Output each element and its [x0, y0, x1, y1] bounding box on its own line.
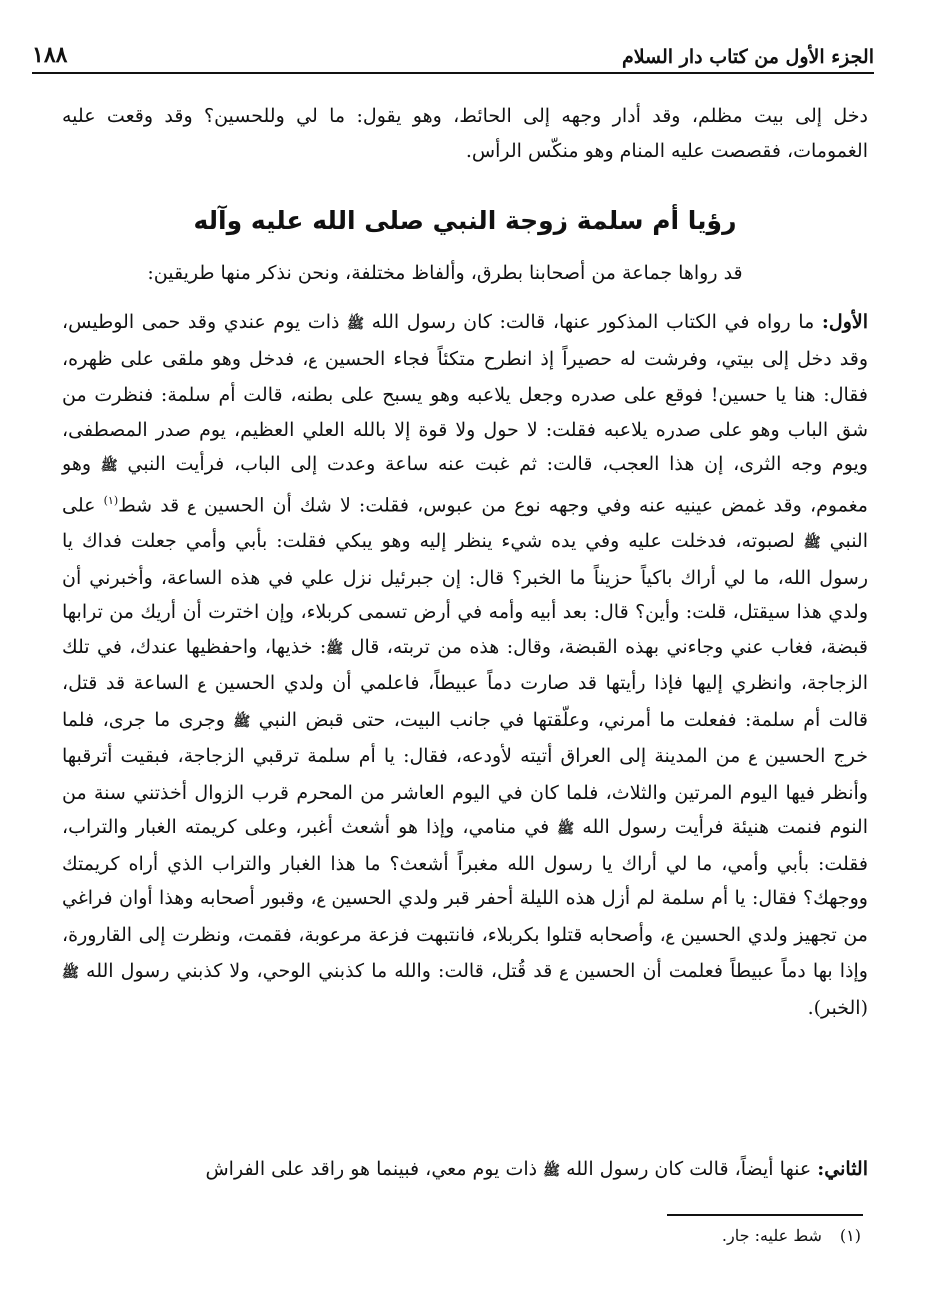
- continuation-paragraph: دخل إلى بيت مظلم، وقد أدار وجهه إلى الحائط، وهو يقول: ما لي وللحسين؟ وقد وقعت عليه الغمومات، فقصصت عليه المنام وهو منكّس الرأس.: [62, 105, 868, 162]
- honorific-prophet-icon: ﷺ: [557, 821, 575, 838]
- text-run: ، وقبور أصحابه وهذا أوان فراغي من تجهيز ولدي الحسين: [62, 887, 868, 946]
- honorific-prophet-icon: ﷺ: [62, 965, 79, 982]
- narration-lead: الأول:: [821, 311, 868, 333]
- footnote-number: (١): [839, 1226, 861, 1245]
- text-run: لصبوته، فدخلت عليه وفي يده شيء ينظر إليه وهو يبكي فقلت: بأبي وأمي جعلت فداك يا رسول الله، ما لي أراك باكياً حزيناً ما الخبر؟ قال: إن جبرئيل نزل علي في هذه الساعة، وأخبرني أن ولدي هذا سيقتل، قلت: وأين؟ قال: بعد أبيه وأمه في أرض تسمى كربلاء، وإن اخترت أن أريك من ترابها قبضة، فغاب عني وجاءني بهذه القبضة، وقال: هذه من تربته، قال: [62, 530, 868, 658]
- text-run: عنها أيضاً، قالت كان رسول الله: [560, 1158, 818, 1180]
- text-run: : خذيها، واحفظيها عندك، في تلك الزجاجة، وانظري إليها فإذا رأيتها قد صارت دماً عبيطاً، فاعلمي أن ولدي الحسين: [62, 635, 868, 695]
- honorific-imam-icon: ع: [197, 677, 207, 694]
- section-heading: رؤيا أم سلمة زوجة النبي صلى الله عليه وآله: [193, 206, 737, 235]
- honorific-imam-icon: ع: [665, 928, 675, 945]
- text-run: وجرى ما جرى، فلما خرج الحسين: [62, 708, 868, 768]
- honorific-imam-icon: ع: [748, 750, 757, 767]
- honorific-prophet-icon: ﷺ: [347, 316, 364, 332]
- text-run: ذات يوم عندي وقد حمى الوطيس، وقد دخل إلى بيتي، وفرشت له حصيراً إذ انطرح متكئاً فجاء الحسين: [62, 311, 869, 370]
- footnote: [722, 1226, 861, 1245]
- text-run: الساعة قد قتل، قالت أم سلمة: ففعلت ما أمرني، وعلّقتها في جانب البيت، حتى قبض النبي: [62, 672, 869, 731]
- text-run: ، وأصحابه قتلوا بكربلاء، فانتبهت فزعة مرعوبة، فقمت، ونظرت إلى القارورة، وإذا بها دماً عبيطاً فعلمت أن الحسين: [62, 923, 868, 983]
- text-run: ، فدخل وهو ملقى على ظهره، فقال: هنا يا حسين! فوقع على صدره وجعل يلاعبه وهو يسبح على بطنه، قالت أم سلمة: فنظرت من شق الباب وهو على صدره يلاعبه فقلت: لا حول ولا قوة إلا بالله العلي العظيم، يوم صدر المصطفى، ويوم وجه الثرى، إن هذا العجب، قالت: ثم غبت عنه ساعة وعدت إلى الباب، فرأيت النبي: [62, 347, 868, 475]
- honorific-imam-icon: ع: [308, 352, 317, 369]
- first-narration-paragraph: [62, 305, 868, 1025]
- text-run: قد شط: [118, 493, 188, 516]
- honorific-imam-icon: ع: [187, 498, 196, 515]
- footnote-divider: [667, 1214, 863, 1216]
- page-number: ١٨٨: [32, 42, 68, 68]
- footnote-reference[interactable]: (١): [103, 493, 119, 507]
- text-run: (الخبر).: [807, 996, 868, 1019]
- second-narration-paragraph: [62, 1152, 868, 1189]
- text-run: على النبي: [62, 493, 868, 553]
- text-run: في منامي، وإذا هو أشعث أغبر، وعلى كريمته الغبار والتراب، فقلت: بأبي وأمي، ما لي أراك يا رسول الله مغبراً أشعث؟ ما هذا الغبار والتراب الذي أراه كريمتك ووجهك؟ فقال: يا أم سلمة لم أزل هذه الليلة أحفر قبر ولدي الحسين: [62, 816, 868, 910]
- text-run: ذات يوم معي، فبينما هو راقد على الفراش: [205, 1158, 544, 1180]
- honorific-prophet-icon: ﷺ: [100, 458, 118, 474]
- honorific-prophet-icon: ﷺ: [326, 640, 344, 657]
- honorific-imam-icon: ع: [559, 965, 568, 982]
- narration-lead: الثاني:: [817, 1158, 868, 1180]
- honorific-prophet-icon: ﷺ: [543, 1163, 561, 1179]
- text-run: من المدينة إلى العراق أتيته لأودعه، فقال: يا أم سلمة ترقبي الزجاجة، فبقيت أترقبها وأنظر فيها اليوم المرتين والثلاث، فلما كان في اليوم العاشر من المحرم قرب الزوال أخذتني سنة من النوم فنمت هنيئة فرأيت رسول الله: [62, 745, 869, 839]
- header-title: الجزء الأول من كتاب دار السلام: [621, 46, 874, 68]
- footnote-text: شط عليه: جار.: [721, 1226, 822, 1245]
- honorific-imam-icon: ع: [316, 892, 326, 909]
- text-run: وهو مغموم، وقد غمض عينيه عنه وفي وجهه نوع من عبوس، فقلت: لا شك أن الحسين: [62, 453, 868, 516]
- running-header: [32, 34, 874, 74]
- honorific-prophet-icon: ﷺ: [803, 535, 821, 552]
- text-run: قد قُتل، قالت: والله ما كذبني الوحي، ولا كذبني رسول الله: [78, 960, 560, 983]
- text-run: ما رواه في الكتاب المذكور عنها، قالت: كان رسول الله: [363, 311, 822, 333]
- honorific-prophet-icon: ﷺ: [233, 713, 251, 730]
- section-intro: قد رواها جماعة من أصحابنا بطرق، وألفاظ مختلفة، ونحن نذكر منها طريقين:: [147, 262, 743, 284]
